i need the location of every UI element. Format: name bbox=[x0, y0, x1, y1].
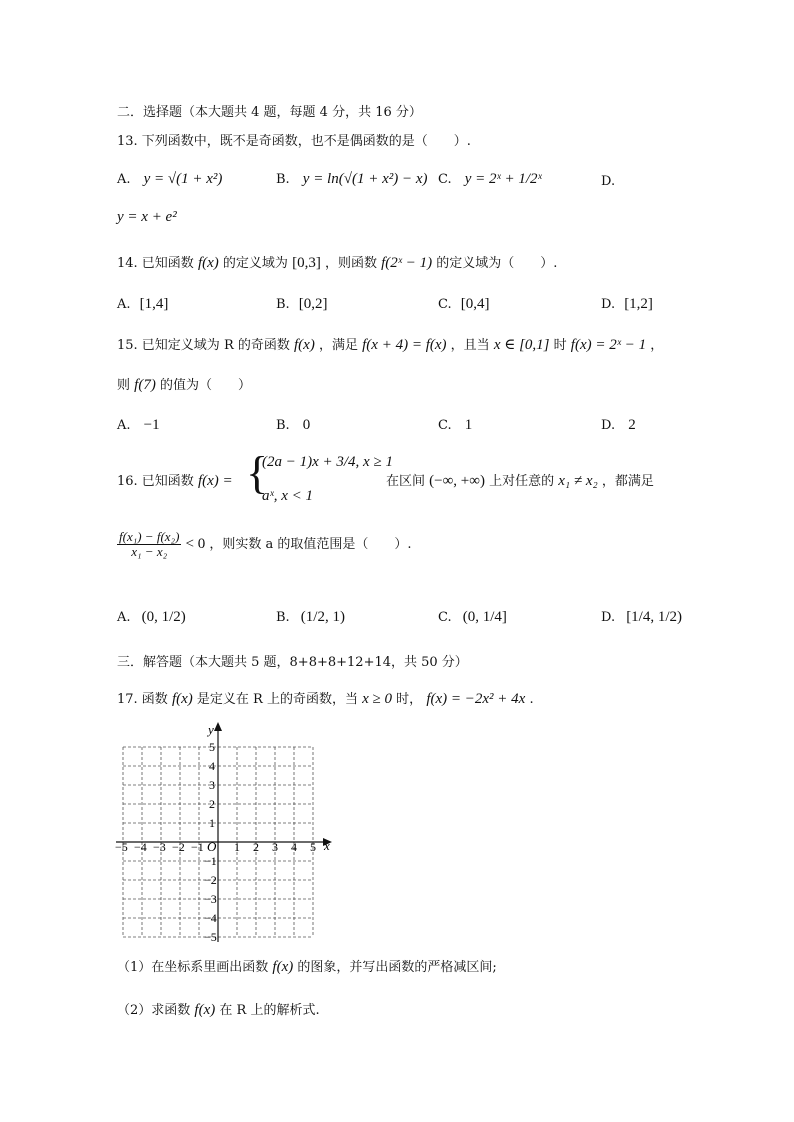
text: ，且当 bbox=[450, 338, 490, 353]
option-label: C. bbox=[438, 418, 452, 433]
q14-option-a bbox=[117, 293, 168, 313]
formula: 0 bbox=[302, 417, 311, 433]
text: （2）求函数 bbox=[117, 1003, 191, 1018]
y-tick-label: 1 bbox=[209, 816, 215, 830]
option-label: C. bbox=[438, 297, 452, 312]
text: 则 bbox=[117, 378, 131, 393]
q13-option-d-label bbox=[601, 170, 615, 189]
formula: 1 bbox=[464, 417, 473, 433]
x-tick-label: 3 bbox=[272, 840, 278, 854]
q13-option-b-formula: y = ln(√(1 + x²) − x) bbox=[302, 171, 428, 187]
piecewise-case-2: aˣ, x < 1 bbox=[262, 488, 314, 504]
q13-option-a-formula: y = √(1 + x²) bbox=[143, 171, 223, 187]
formula: (1/2, 1) bbox=[300, 609, 345, 625]
option-label: D. bbox=[601, 418, 616, 433]
text: 时， bbox=[396, 692, 423, 707]
option-label: D. bbox=[601, 297, 616, 312]
x-tick-label: 2 bbox=[253, 840, 259, 854]
y-tick-label: 2 bbox=[209, 797, 215, 811]
fraction bbox=[117, 530, 181, 559]
formula: x₁ ≠ x₂ bbox=[558, 473, 598, 489]
q15-option-b bbox=[276, 414, 310, 434]
formula: f(x) bbox=[171, 691, 193, 707]
text: 15. 已知定义域为 R 的奇函数 bbox=[117, 338, 290, 353]
formula: < 0 bbox=[185, 536, 206, 552]
text: ，则函数 bbox=[324, 256, 377, 271]
q13-option-d-formula bbox=[117, 206, 177, 226]
q16-option-a bbox=[117, 606, 186, 626]
text: 16. 已知函数 bbox=[117, 474, 194, 489]
text: 的定义域为（ ）. bbox=[436, 256, 558, 271]
formula: [0,3] bbox=[292, 255, 321, 271]
formula: x ∈ [0,1] bbox=[493, 337, 550, 353]
formula: f(2ˣ − 1) bbox=[381, 255, 433, 271]
y-tick-label: −1 bbox=[204, 854, 217, 868]
question-16-line2 bbox=[117, 530, 412, 559]
text: （1）在坐标系里画出函数 bbox=[117, 960, 269, 975]
option-label: B. bbox=[276, 172, 290, 187]
origin-label: O bbox=[207, 839, 217, 854]
formula: f(x + 4) = f(x) bbox=[362, 337, 447, 353]
question-17-part-1 bbox=[117, 958, 497, 977]
option-label: D. bbox=[601, 174, 616, 189]
q14-option-b bbox=[276, 293, 328, 313]
option-label: C. bbox=[438, 172, 452, 187]
option-label: A. bbox=[117, 418, 131, 433]
x-tick-label: −2 bbox=[172, 840, 185, 854]
y-tick-label: −5 bbox=[204, 930, 217, 944]
formula: [0,4] bbox=[460, 296, 490, 312]
formula: f(x) bbox=[272, 959, 294, 975]
y-tick-label: −3 bbox=[204, 892, 217, 906]
text: 14. 已知函数 bbox=[117, 256, 194, 271]
option-label: A. bbox=[117, 172, 131, 187]
q13-option-c-formula: y = 2ˣ + 1/2ˣ bbox=[464, 171, 542, 187]
q15-option-d bbox=[601, 414, 636, 434]
question-17-stem bbox=[117, 690, 534, 709]
piecewise-case-1: (2a − 1)x + 3/4, x ≥ 1 bbox=[262, 454, 393, 470]
option-label: C. bbox=[438, 610, 452, 625]
q16-option-b bbox=[276, 606, 345, 626]
q14-option-d bbox=[601, 293, 653, 313]
y-axis-label: y bbox=[208, 722, 214, 737]
option-label: D. bbox=[601, 610, 616, 625]
text: ，则实数 a 的取值范围是（ ）. bbox=[209, 537, 412, 552]
formula: f(x) bbox=[194, 1002, 216, 1018]
question-13-stem: 13. 下列函数中，既不是奇函数，也不是偶函数的是（ ）. bbox=[117, 134, 471, 149]
formula: [1,2] bbox=[624, 296, 653, 312]
y-tick-label: 3 bbox=[209, 778, 215, 792]
x-tick-label: −1 bbox=[191, 840, 204, 854]
text: 在区间 bbox=[386, 474, 426, 489]
text: 的定义域为 bbox=[222, 256, 288, 271]
option-label: A. bbox=[117, 610, 131, 625]
option-label: B. bbox=[276, 297, 290, 312]
q15-option-a bbox=[117, 414, 160, 434]
formula: [1/4, 1/2) bbox=[626, 609, 683, 625]
question-16-stem-pre bbox=[117, 472, 233, 491]
formula: f(x) = 2ˣ − 1 bbox=[570, 337, 647, 353]
q14-option-c bbox=[438, 293, 489, 313]
q13-option-b bbox=[276, 168, 428, 188]
x-tick-label: −5 bbox=[115, 840, 128, 854]
q15-option-c bbox=[438, 414, 472, 434]
q13-option-a bbox=[117, 168, 222, 188]
text: 是定义在 R 上的奇函数，当 bbox=[196, 692, 358, 707]
y-tick-label: 5 bbox=[209, 740, 215, 754]
y-tick-label: 4 bbox=[209, 759, 215, 773]
formula: [1,4] bbox=[139, 296, 169, 312]
text: 在 R 上的解析式. bbox=[219, 1003, 320, 1018]
question-15-stem bbox=[117, 336, 663, 355]
x-tick-label: −3 bbox=[153, 840, 166, 854]
formula: f(7) bbox=[134, 377, 156, 393]
x-tick-label: 4 bbox=[291, 840, 297, 854]
formula: −1 bbox=[143, 417, 160, 433]
text: 的图象，并写出函数的严格减区间; bbox=[297, 960, 497, 975]
formula: x ≥ 0 bbox=[362, 691, 393, 707]
question-17-part-2 bbox=[117, 1001, 320, 1020]
question-14-stem bbox=[117, 254, 557, 273]
section-3-heading: 三．解答题（本大题共 5 题，8+8+8+12+14，共 50 分） bbox=[117, 655, 468, 670]
q16-option-c bbox=[438, 606, 507, 626]
formula: f(x) = −2x² + 4x bbox=[426, 691, 526, 707]
coordinate-grid bbox=[110, 718, 340, 948]
piecewise-brace: { bbox=[246, 447, 269, 498]
text: . bbox=[529, 692, 534, 707]
text: 时 bbox=[553, 338, 567, 353]
y-tick-label: −4 bbox=[204, 911, 217, 925]
x-axis-label: x bbox=[324, 838, 330, 853]
formula: f(x) bbox=[294, 337, 315, 353]
section-2-heading: 二．选择题（本大题共 4 题，每题 4 分，共 16 分） bbox=[117, 105, 422, 120]
text: 17. 函数 bbox=[117, 692, 168, 707]
question-15-line2 bbox=[117, 376, 251, 395]
formula: y = x + e² bbox=[117, 209, 177, 225]
formula: (0, 1/4] bbox=[462, 609, 507, 625]
formula: (0, 1/2) bbox=[141, 609, 186, 625]
text: ， bbox=[650, 338, 664, 353]
x-tick-label: 1 bbox=[234, 840, 240, 854]
formula: 2 bbox=[628, 417, 636, 433]
formula: f(x) bbox=[197, 255, 219, 271]
option-label: B. bbox=[276, 610, 290, 625]
x-tick-label: −4 bbox=[134, 840, 147, 854]
fraction-denominator: x₁ − x₂ bbox=[131, 544, 168, 559]
q16-option-d bbox=[601, 606, 682, 626]
option-label: A. bbox=[117, 297, 131, 312]
option-label: B. bbox=[276, 418, 290, 433]
question-16-stem-post bbox=[386, 472, 654, 491]
text: ，满足 bbox=[318, 338, 358, 353]
y-axis-arrow bbox=[214, 722, 222, 731]
q13-option-c bbox=[438, 168, 542, 188]
fraction-numerator: f(x₁) − f(x₂) bbox=[119, 529, 180, 544]
text: 的值为（ ） bbox=[159, 378, 251, 393]
y-tick-label: −2 bbox=[204, 873, 217, 887]
formula: [0,2] bbox=[298, 296, 328, 312]
x-tick-label: 5 bbox=[310, 840, 316, 854]
formula: f(x) = bbox=[197, 473, 233, 489]
text: ，都满足 bbox=[601, 474, 654, 489]
text: 上对任意的 bbox=[489, 474, 555, 489]
formula: (−∞, +∞) bbox=[429, 473, 485, 489]
